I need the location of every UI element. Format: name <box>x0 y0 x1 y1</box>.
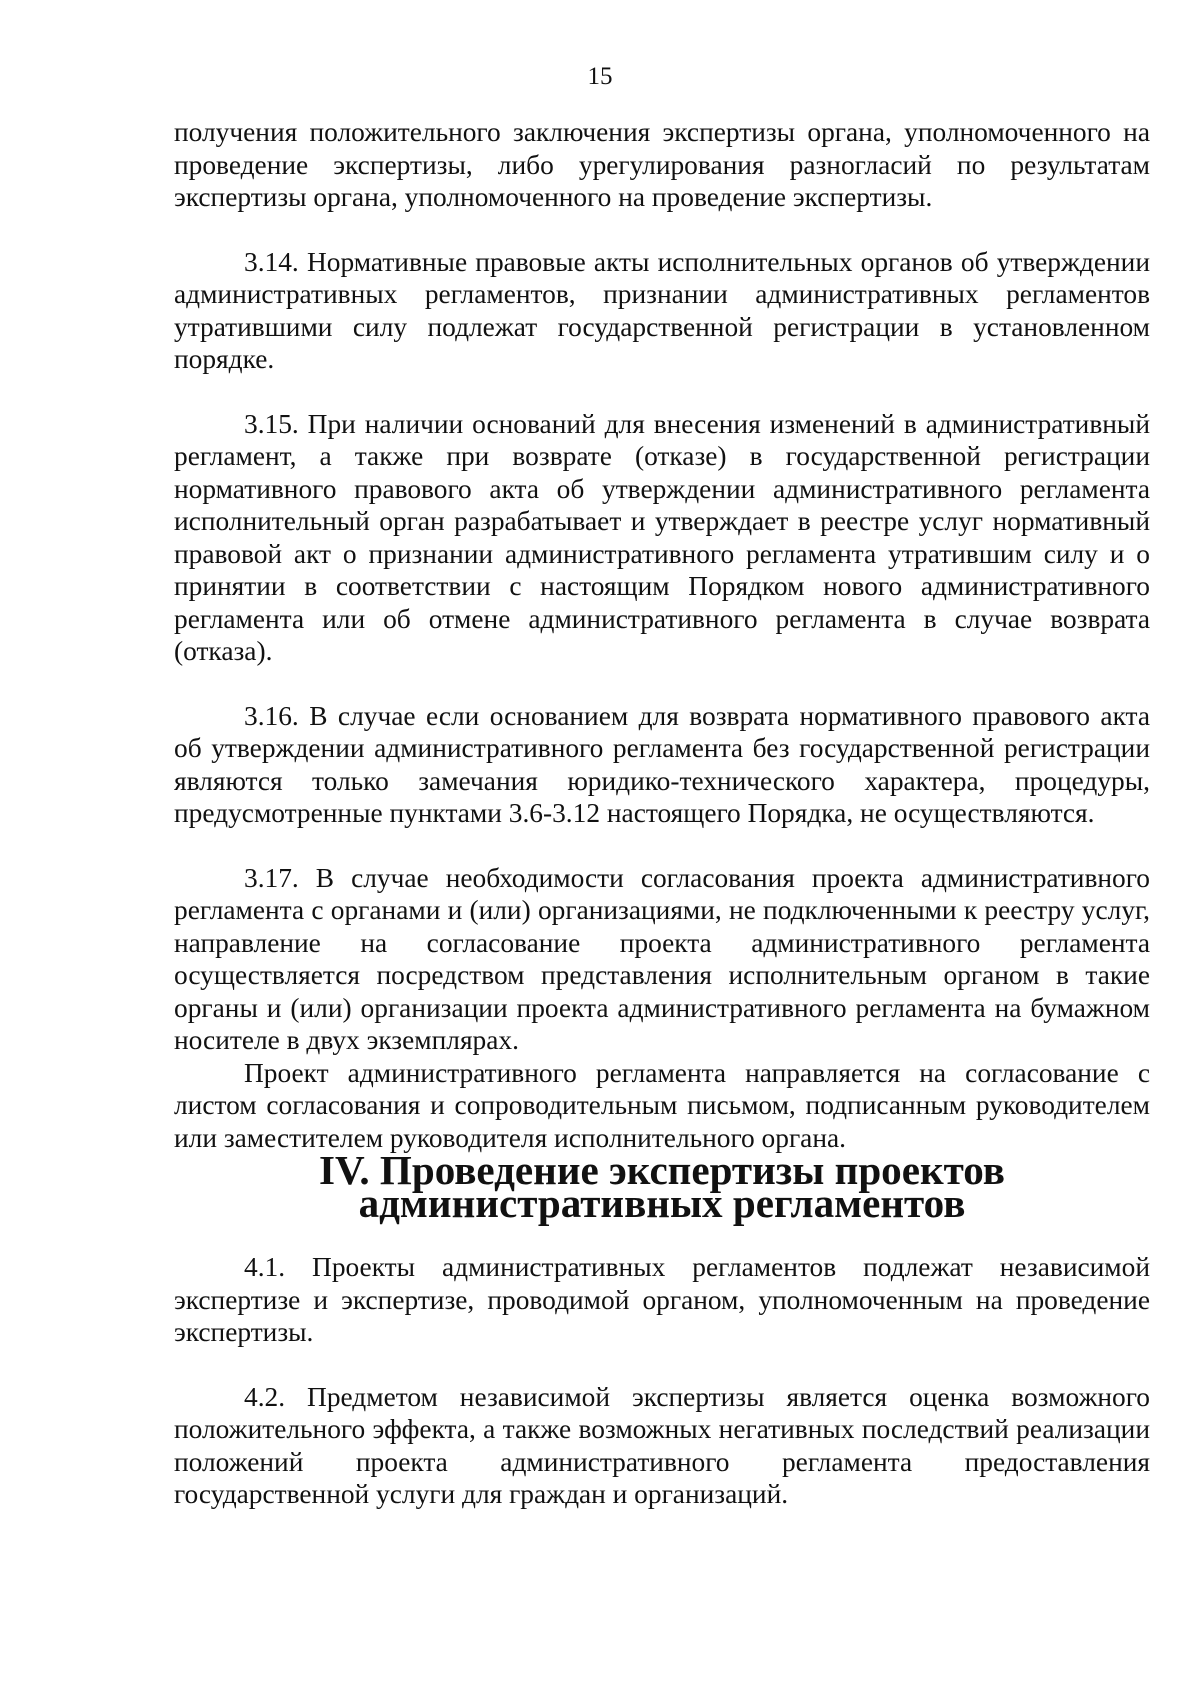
page-number: 15 <box>587 63 613 90</box>
section-heading <box>174 1147 1150 1226</box>
paragraph-3-17-second: Проект административного регламента направляется на согласование с листом согласования и сопроводительным письмом, подписанным руководителем или заместителем руководителя исполнительного органа. <box>174 1057 1150 1153</box>
paragraph-4-1: 4.1. Проекты административных регламентов подлежат независимой экспертизе и экспертизе, проводимой органом, уполномоченным на проведение экспертизы. <box>174 1252 1150 1347</box>
section-heading-line-2: административных регламентов <box>358 1179 966 1226</box>
paragraph-4-2: 4.2. Предметом независимой экспертизы является оценка возможного положительного эффекта, а также возможных негативных последствий реализации положений проекта административного регламента предоставления государственной услуги для граждан и организаций. <box>174 1381 1150 1509</box>
document-body <box>174 116 1150 1511</box>
paragraph-3-15: 3.15. При наличии оснований для внесения изменений в административный регламент, а также при возврате (отказе) в государственной регистрации нормативного правового акта об утверждении административного регламента исполнительный орган разрабатывает и утверждает в реестре услуг нормативный правовой акт о признании административного регламента утратившим силу и о принятии в соответствии с настоящим Порядком нового административного регламента или об отмене административного регламента в случае возврата (отказа). <box>174 408 1150 666</box>
paragraph-3-14: 3.14. Нормативные правовые акты исполнительных органов об утверждении административных регламентов, признании административных регламентов утратившими силу подлежат государственной регистрации в установленном порядке. <box>174 246 1150 374</box>
paragraph-3-16: 3.16. В случае если основанием для возврата нормативного правового акта об утверждении административного регламента без государственной регистрации являются только замечания юридико-технического характера, процедуры, предусмотренные пунктами 3.6-3.12 настоящего Порядка, не осуществляются. <box>174 700 1150 828</box>
paragraph-3-17: 3.17. В случае необходимости согласования проекта административного регламента с органами и (или) организациями, не подключенными к реестру услуг, направление на согласование проекта административного регламента осуществляется посредством представления исполнительным органом в такие органы и (или) организации проекта административного регламента на бумажном носителе в двух экземплярах. <box>174 862 1150 1055</box>
section-heading-line-1: IV. Проведение экспертизы проектов <box>318 1147 1005 1193</box>
paragraph-continuation: получения положительного заключения экспертизы органа, уполномоченного на проведение экспертизы, либо урегулирования разногласий по результатам экспертизы органа, уполномоченного на проведение экспертизы. <box>174 117 1150 212</box>
